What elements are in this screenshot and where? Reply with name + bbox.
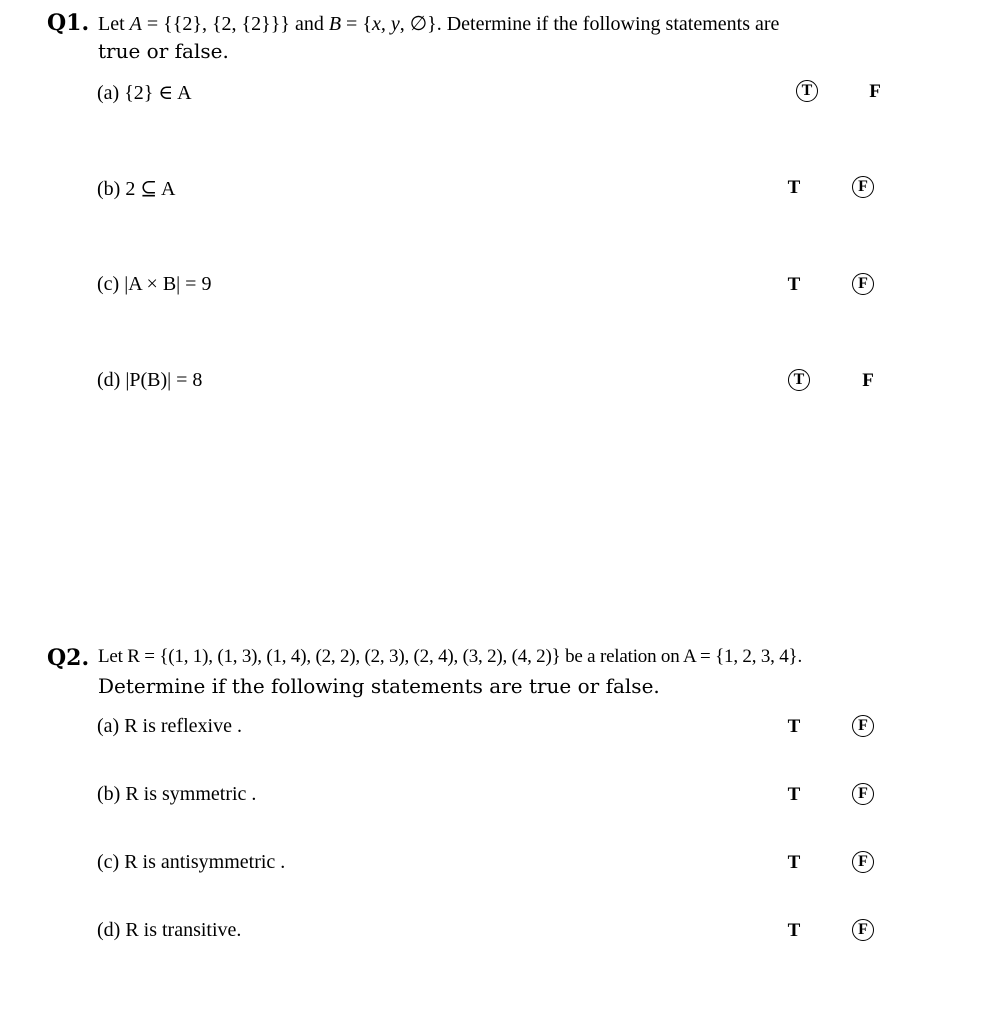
q2-item-a-statement: (a) R is reflexive . xyxy=(97,715,242,737)
q1-item-d xyxy=(97,369,982,399)
q1-item-a-false-option[interactable]: F xyxy=(869,81,881,102)
q2-item-c-true-option[interactable]: T xyxy=(787,852,801,873)
question-2-prompt-line-1: Let R = {(1, 1), (1, 3), (1, 4), (2, 2), (2, 3), (2, 4), (3, 2), (4, 2)} be a relation on A = {1, 2, 3, 4}. xyxy=(98,646,803,667)
q2-item-d-true-option[interactable]: T xyxy=(787,920,801,941)
question-1-prompt-line-2: true or false. xyxy=(98,39,229,63)
q2-item-b-statement: (b) R is symmetric . xyxy=(97,783,257,805)
q2-item-b-false-option[interactable]: F xyxy=(852,783,874,805)
q2-item-b xyxy=(97,783,982,813)
question-1-prompt-line-1: Let A = {{2}, {2, {2}}} and B = {x, y, ∅}. Determine if the following statements are xyxy=(98,13,780,35)
q1-item-b xyxy=(97,176,982,206)
q2-item-b-true-option[interactable]: T xyxy=(787,784,801,805)
q2-item-a-false-option[interactable]: F xyxy=(852,715,874,737)
q1-item-c-true-option[interactable]: T xyxy=(787,274,801,295)
q2-item-d xyxy=(97,919,982,949)
q1-item-c xyxy=(97,273,982,303)
q1-item-d-false-option[interactable]: F xyxy=(862,370,874,391)
q1-item-b-true-option[interactable]: T xyxy=(787,177,801,198)
q2-item-c-statement: (c) R is antisymmetric . xyxy=(97,851,286,873)
q1-item-d-true-option[interactable]: T xyxy=(788,369,810,391)
q2-item-a xyxy=(97,715,982,745)
question-2-prompt-line-2: Determine if the following statements are true or false. xyxy=(98,674,660,698)
question-1-number: Q1. xyxy=(47,10,90,36)
q1-item-a-statement: (a) {2} ∈ A xyxy=(97,82,192,104)
q1-item-b-false-option[interactable]: F xyxy=(852,176,874,198)
q2-item-d-false-option[interactable]: F xyxy=(852,919,874,941)
q1-item-b-statement: (b) 2 ⊆ A xyxy=(97,178,176,200)
q1-item-a-true-option[interactable]: T xyxy=(796,80,818,102)
q1-item-a xyxy=(97,80,982,110)
q2-item-a-true-option[interactable]: T xyxy=(787,716,801,737)
q2-item-c xyxy=(97,851,982,881)
question-2-number: Q2. xyxy=(47,645,90,671)
q1-item-c-false-option[interactable]: F xyxy=(852,273,874,295)
q1-item-d-statement: (d) |P(B)| = 8 xyxy=(97,369,203,391)
q2-item-d-statement: (d) R is transitive. xyxy=(97,919,242,941)
q2-item-c-false-option[interactable]: F xyxy=(852,851,874,873)
q1-item-c-statement: (c) |A × B| = 9 xyxy=(97,273,212,295)
